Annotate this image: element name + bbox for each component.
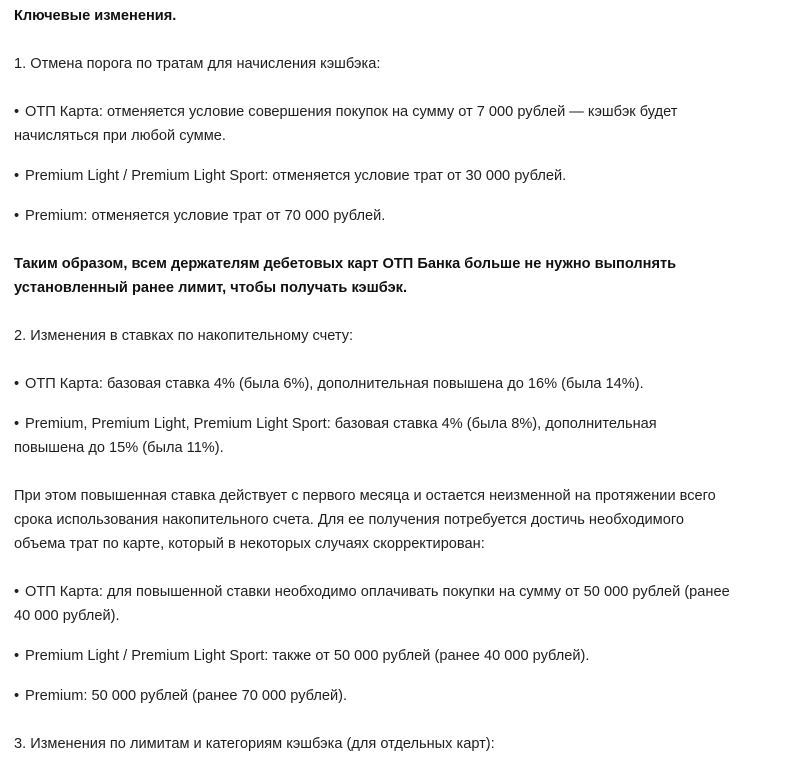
bullet-item xyxy=(14,372,774,396)
bullet-dot: • xyxy=(14,168,20,184)
bullet-item xyxy=(14,412,774,436)
bullet-item xyxy=(14,684,774,708)
paragraph-text: При этом повышенная ставка действует с первого месяца и остается неизменной на протяжении всего xyxy=(14,488,716,504)
bullet-dot: • xyxy=(14,208,20,224)
bullet-text: ОТП Карта: базовая ставка 4% (была 6%), дополнительная повышена до 16% (была 14%). xyxy=(25,376,644,392)
bullet-dot: • xyxy=(14,104,20,120)
bullet-item xyxy=(14,204,774,228)
bullet-item xyxy=(14,100,774,124)
section-2-title: 2. Изменения в ставках по накопительному счету: xyxy=(14,328,354,344)
bullet-dot: • xyxy=(14,416,20,432)
bullet-text-continued: повышена до 15% (была 11%). xyxy=(14,440,224,456)
section-3-title: 3. Изменения по лимитам и категориям кэшбэка (для отдельных карт): xyxy=(14,736,495,752)
paragraph-text-continued: срока использования накопительного счета. Для ее получения потребуется достичь необходимого xyxy=(14,512,684,528)
bullet-text: Premium Light / Premium Light Sport: также от 50 000 рублей (ранее 40 000 рублей). xyxy=(25,648,590,664)
section-1-title: 1. Отмена порога по тратам для начисления кэшбэка: xyxy=(14,56,381,72)
bullet-text-continued: начисляться при любой сумме. xyxy=(14,128,226,144)
bullet-item xyxy=(14,164,774,188)
bullet-text: Premium, Premium Light, Premium Light Sport: базовая ставка 4% (была 8%), дополнительная xyxy=(25,416,657,432)
bullet-text: ОТП Карта: отменяется условие совершения покупок на сумму от 7 000 рублей — кэшбэк будет xyxy=(25,104,678,120)
bullet-dot: • xyxy=(14,584,20,600)
bullet-text: ОТП Карта: для повышенной ставки необходимо оплачивать покупки на сумму от 50 000 рублей (ранее xyxy=(25,584,730,600)
bullet-dot: • xyxy=(14,648,20,664)
bullet-text: Premium: отменяется условие трат от 70 000 рублей. xyxy=(25,208,386,224)
bullet-text: Premium: 50 000 рублей (ранее 70 000 рублей). xyxy=(25,688,348,704)
conclusion-text: Таким образом, всем держателям дебетовых карт ОТП Банка больше не нужно выполнять xyxy=(14,256,677,272)
conclusion-text-continued: установленный ранее лимит, чтобы получать кэшбэк. xyxy=(14,280,408,296)
heading: Ключевые изменения. xyxy=(14,8,177,24)
bullet-text-continued: 40 000 рублей). xyxy=(14,608,120,624)
paragraph-text-continued: объема трат по карте, который в некоторых случаях скорректирован: xyxy=(14,536,485,552)
bullet-item xyxy=(14,644,774,668)
bullet-text: Premium Light / Premium Light Sport: отменяется условие трат от 30 000 рублей. xyxy=(25,168,567,184)
bullet-item xyxy=(14,580,774,604)
bullet-dot: • xyxy=(14,376,20,392)
bullet-dot: • xyxy=(14,688,20,704)
